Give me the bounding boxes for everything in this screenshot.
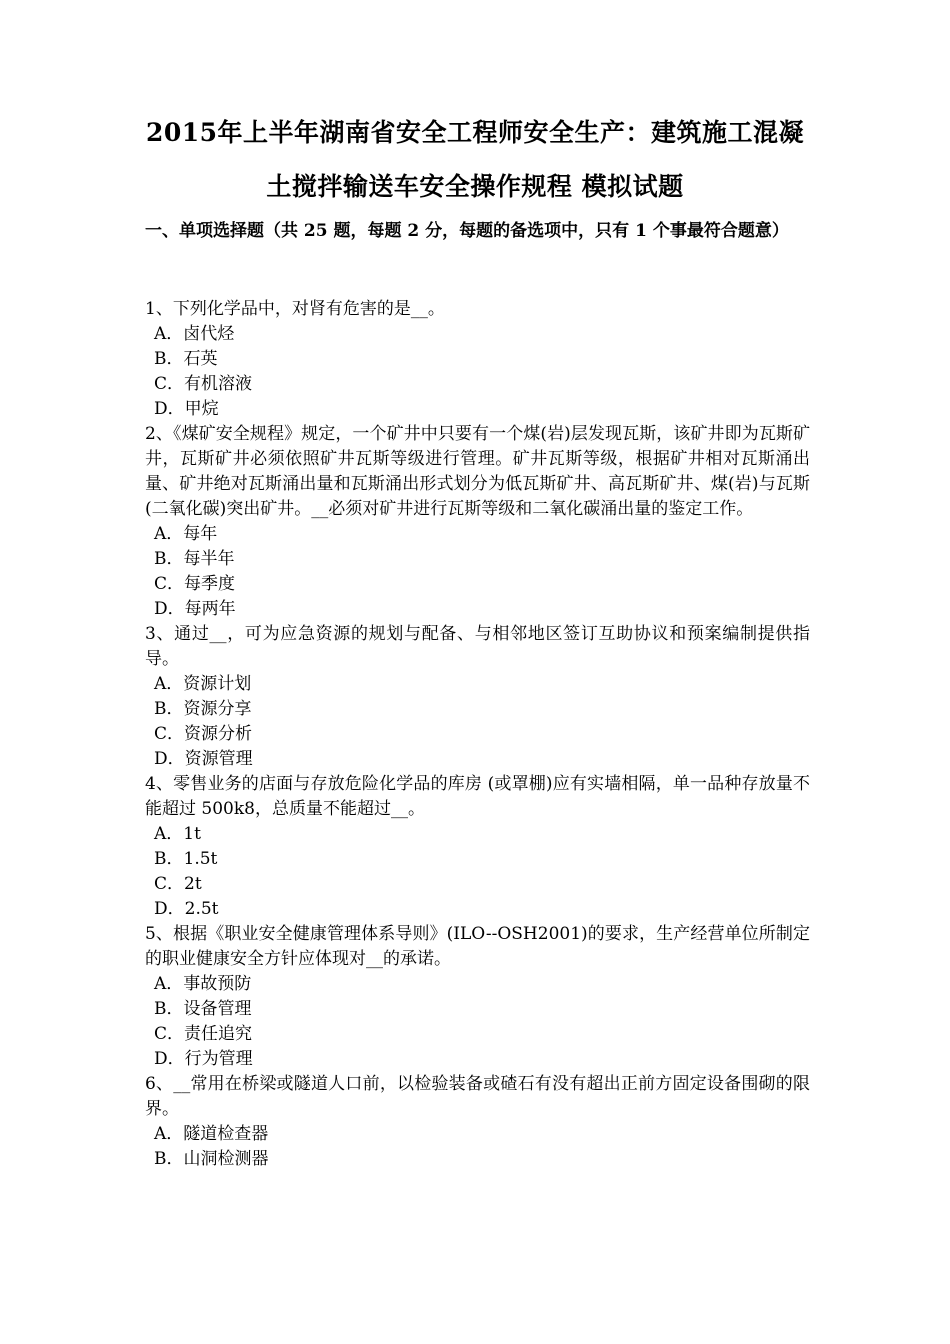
- option-text: 每两年: [184, 599, 236, 619]
- option-text: 1.5t: [183, 849, 218, 869]
- answer-option: [145, 522, 810, 547]
- option-text: 资源计划: [183, 674, 252, 694]
- answer-option: [145, 672, 810, 697]
- option-letter: A．: [154, 524, 184, 544]
- answer-option: [145, 747, 810, 772]
- option-text: 石英: [183, 349, 218, 369]
- answer-option: [145, 347, 810, 372]
- answer-option: [145, 722, 810, 747]
- answer-option: [145, 397, 810, 422]
- option-letter: D．: [154, 1049, 185, 1069]
- answer-option: [145, 572, 810, 597]
- answer-option: [145, 897, 810, 922]
- option-text: 设备管理: [183, 999, 252, 1019]
- option-text: 资源分析: [184, 724, 253, 744]
- document-title-line-2: 土搅拌输送车安全操作规程 模拟试题: [266, 172, 684, 201]
- option-letter: D．: [154, 399, 185, 419]
- option-text: 有机溶液: [184, 374, 253, 394]
- option-text: 每季度: [184, 574, 236, 594]
- document-title-line-1: 2015年上半年湖南省安全工程师安全生产：建筑施工混凝: [145, 118, 805, 147]
- option-text: 资源分享: [183, 699, 252, 719]
- answer-option: [145, 997, 810, 1022]
- option-letter: A．: [154, 974, 184, 994]
- option-letter: C．: [154, 874, 185, 894]
- option-letter: C．: [154, 374, 185, 394]
- option-text: 2t: [184, 874, 202, 894]
- option-letter: B．: [154, 699, 184, 719]
- answer-option: [145, 1022, 810, 1047]
- answer-option: [145, 847, 810, 872]
- option-letter: B．: [154, 349, 184, 369]
- option-text: 责任追究: [184, 1024, 253, 1044]
- option-letter: B．: [154, 549, 184, 569]
- option-text: 资源管理: [184, 749, 253, 769]
- option-letter: A．: [154, 674, 184, 694]
- answer-option: [145, 372, 810, 397]
- answer-option: [145, 547, 810, 572]
- option-text: 每半年: [183, 549, 235, 569]
- question-item: [145, 1072, 810, 1172]
- option-letter: C．: [154, 574, 185, 594]
- option-text: 1t: [183, 824, 201, 844]
- section-heading: 一、单项选择题（共 25 题，每题 2 分，每题的备选项中，只有 1 个事最符合题意）: [145, 221, 789, 241]
- option-text: 山洞检测器: [183, 1149, 269, 1169]
- option-letter: C．: [154, 724, 185, 744]
- answer-option: [145, 322, 810, 347]
- option-text: 卤代烃: [183, 324, 235, 344]
- answer-option: [145, 1147, 810, 1172]
- option-letter: A．: [154, 1124, 184, 1144]
- answer-option: [145, 1122, 810, 1147]
- question-item: [145, 422, 810, 622]
- question-item: [145, 922, 810, 1072]
- question-stem: 5、根据《职业安全健康管理体系导则》(ILO--OSH2001)的要求，生产经营单位所制定的职业健康安全方针应体现对__的承诺。: [145, 924, 810, 969]
- question-list: [145, 297, 810, 1172]
- option-letter: A．: [154, 824, 184, 844]
- option-letter: C．: [154, 1024, 185, 1044]
- option-text: 每年: [183, 524, 218, 544]
- question-item: [145, 772, 810, 922]
- question-stem: 3、通过__，可为应急资源的规划与配备、与相邻地区签订互助协议和预案编制提供指导。: [145, 624, 810, 669]
- option-letter: D．: [154, 749, 185, 769]
- option-letter: D．: [154, 599, 185, 619]
- question-stem: 2、《煤矿安全规程》规定，一个矿井中只要有一个煤(岩)层发现瓦斯，该矿井即为瓦斯矿井，瓦斯矿井必须依照矿井瓦斯等级进行管理。矿井瓦斯等级，根据矿井相对瓦斯涌出量、矿井绝对瓦斯涌出量和瓦斯涌出形式划分为低瓦斯矿井、高瓦斯矿井、煤(岩)与瓦斯(二氧化碳)突出矿井。__必须对矿井进行瓦斯等级和二氧化碳涌出量的鉴定工作。: [145, 424, 810, 519]
- option-text: 2.5t: [184, 899, 219, 919]
- answer-option: [145, 1047, 810, 1072]
- question-item: [145, 297, 810, 422]
- option-letter: D．: [154, 899, 185, 919]
- option-text: 甲烷: [184, 399, 219, 419]
- option-letter: B．: [154, 1149, 184, 1169]
- option-text: 隧道检查器: [183, 1124, 269, 1144]
- option-letter: B．: [154, 999, 184, 1019]
- answer-option: [145, 872, 810, 897]
- option-letter: A．: [154, 324, 184, 344]
- question-stem: 1、下列化学品中，对肾有危害的是__。: [145, 299, 445, 319]
- answer-option: [145, 822, 810, 847]
- option-text: 行为管理: [184, 1049, 253, 1069]
- answer-option: [145, 697, 810, 722]
- question-stem: 6、__常用在桥梁或隧道人口前，以检验装备或碴石有没有超出正前方固定设备围砌的限界。: [145, 1074, 810, 1119]
- answer-option: [145, 597, 810, 622]
- option-letter: B．: [154, 849, 184, 869]
- question-stem: 4、零售业务的店面与存放危险化学品的库房 (或罩棚)应有实墙相隔，单一品种存放量不能超过 500k8，总质量不能超过__。: [145, 774, 810, 819]
- answer-option: [145, 972, 810, 997]
- question-item: [145, 622, 810, 772]
- option-text: 事故预防: [183, 974, 252, 994]
